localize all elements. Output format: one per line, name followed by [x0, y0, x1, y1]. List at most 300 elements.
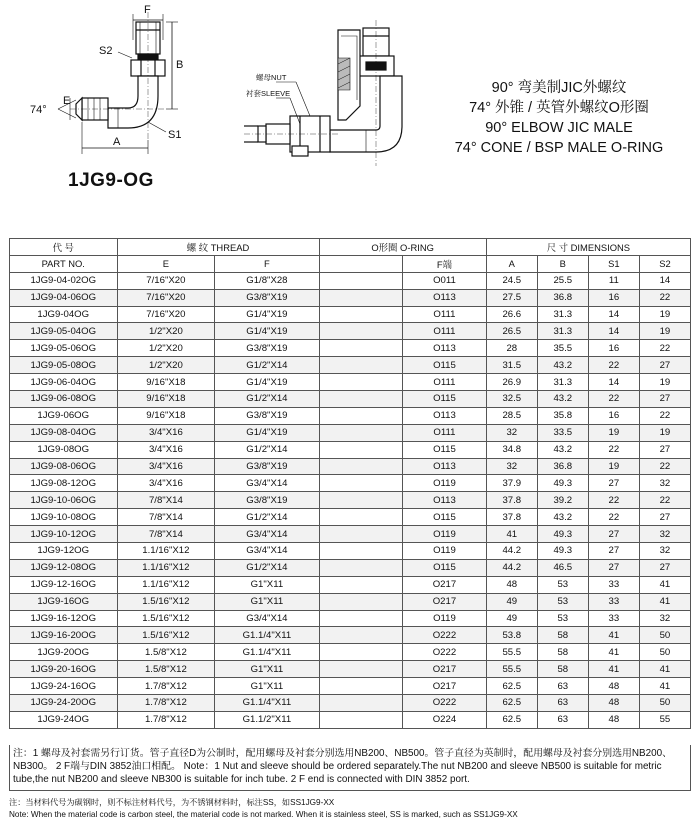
cell-dim-s2: 55 — [639, 711, 690, 728]
cell-dim-s1: 41 — [588, 627, 639, 644]
cell-dim-a: 41 — [486, 526, 537, 543]
cell-dim-s1: 16 — [588, 340, 639, 357]
cell-oring-fend: O119 — [403, 543, 487, 560]
cell-oring-blank — [319, 340, 403, 357]
dim-s1-label: S1 — [168, 129, 182, 141]
cell-dim-s2: 32 — [639, 526, 690, 543]
title-line-cn-2: 74° 外锥 / 英管外螺纹O形圈 — [469, 100, 649, 116]
cell-part-no: 1JG9-08-12OG — [10, 475, 118, 492]
cell-dim-b: 58 — [537, 627, 588, 644]
cell-oring-fend: O113 — [403, 289, 487, 306]
cell-thread-e: 1/2"X20 — [117, 323, 215, 340]
cell-oring-blank — [319, 593, 403, 610]
cell-oring-blank — [319, 407, 403, 424]
table-row — [10, 661, 691, 678]
cell-dim-s1: 16 — [588, 407, 639, 424]
cell-dim-s1: 33 — [588, 593, 639, 610]
table-row — [10, 340, 691, 357]
header-thread: 螺 纹 THREAD — [117, 239, 319, 256]
cell-part-no: 1JG9-04-02OG — [10, 272, 118, 289]
cell-dim-b: 58 — [537, 644, 588, 661]
cell-thread-f: G1"X11 — [215, 661, 319, 678]
table-row — [10, 644, 691, 661]
cell-thread-e: 1.1/16"X12 — [117, 559, 215, 576]
cell-part-no: 1JG9-06OG — [10, 407, 118, 424]
cell-dim-b: 43.2 — [537, 391, 588, 408]
nut-label: 螺母NUT — [256, 73, 287, 82]
table-row — [10, 391, 691, 408]
footnote — [9, 797, 699, 821]
cell-oring-fend: O222 — [403, 644, 487, 661]
cell-part-no: 1JG9-05-08OG — [10, 357, 118, 374]
cell-oring-blank — [319, 695, 403, 712]
table-row — [10, 441, 691, 458]
dim-e-label: E — [63, 95, 71, 107]
cell-oring-blank — [319, 289, 403, 306]
product-titles — [420, 78, 698, 158]
cell-part-no: 1JG9-24-16OG — [10, 678, 118, 695]
cell-dim-b: 53 — [537, 593, 588, 610]
cell-dim-a: 62.5 — [486, 711, 537, 728]
cell-thread-e: 1.7/8"X12 — [117, 678, 215, 695]
cell-dim-s2: 22 — [639, 458, 690, 475]
cell-part-no: 1JG9-08OG — [10, 441, 118, 458]
cell-dim-a: 44.2 — [486, 559, 537, 576]
cell-part-no: 1JG9-12OG — [10, 543, 118, 560]
cell-oring-fend: O113 — [403, 407, 487, 424]
cell-oring-fend: O115 — [403, 441, 487, 458]
cell-dim-s1: 41 — [588, 644, 639, 661]
cell-dim-b: 43.2 — [537, 509, 588, 526]
table-row — [10, 610, 691, 627]
cell-thread-e: 1.5/16"X12 — [117, 610, 215, 627]
cell-dim-s1: 27 — [588, 559, 639, 576]
cell-dim-b: 58 — [537, 661, 588, 678]
cell-part-no: 1JG9-16OG — [10, 593, 118, 610]
cell-dim-s1: 27 — [588, 543, 639, 560]
cell-dim-a: 37.8 — [486, 509, 537, 526]
cell-oring-fend: O222 — [403, 695, 487, 712]
cell-dim-a: 24.5 — [486, 272, 537, 289]
cell-dim-s1: 11 — [588, 272, 639, 289]
cell-oring-blank — [319, 678, 403, 695]
cell-oring-fend: O115 — [403, 559, 487, 576]
title-line-en-1: 90° ELBOW JIC MALE — [485, 120, 633, 136]
cell-oring-fend: O111 — [403, 424, 487, 441]
cell-dim-b: 46.5 — [537, 559, 588, 576]
cell-oring-fend: O119 — [403, 475, 487, 492]
footnote-cn: 注：当材料代号为碳钢时，则不标注材料代号，为不锈钢材料时，标注SS，如SS1JG9-XX — [9, 798, 335, 807]
header-oring: O形圈 O-RING — [319, 239, 486, 256]
cell-dim-a: 28.5 — [486, 407, 537, 424]
cell-dim-a: 62.5 — [486, 678, 537, 695]
cell-part-no: 1JG9-24-20OG — [10, 695, 118, 712]
cell-oring-fend: O111 — [403, 323, 487, 340]
header-part-cn: 代 号 — [10, 239, 118, 256]
cell-dim-s2: 41 — [639, 661, 690, 678]
cone-angle-label: 74° — [30, 104, 47, 116]
cell-oring-fend: O222 — [403, 627, 487, 644]
cell-thread-f: G1/2"X14 — [215, 559, 319, 576]
cell-part-no: 1JG9-05-04OG — [10, 323, 118, 340]
cell-dim-s1: 33 — [588, 610, 639, 627]
cell-thread-f: G1"X11 — [215, 576, 319, 593]
cell-thread-e: 9/16"X18 — [117, 374, 215, 391]
cell-dim-s2: 41 — [639, 678, 690, 695]
cell-dim-a: 49 — [486, 593, 537, 610]
cell-thread-f: G1/2"X14 — [215, 391, 319, 408]
cell-part-no: 1JG9-16-20OG — [10, 627, 118, 644]
cell-thread-f: G1.1/2"X11 — [215, 711, 319, 728]
cell-oring-blank — [319, 644, 403, 661]
cell-thread-e: 1.5/16"X12 — [117, 627, 215, 644]
cell-thread-f: G1/2"X14 — [215, 509, 319, 526]
cell-thread-f: G3/4"X14 — [215, 526, 319, 543]
table-row — [10, 306, 691, 323]
cell-dim-b: 63 — [537, 695, 588, 712]
title-line-en-2: 74° CONE / BSP MALE O-RING — [454, 140, 664, 156]
cell-dim-a: 26.6 — [486, 306, 537, 323]
cell-oring-blank — [319, 272, 403, 289]
cell-dim-a: 32 — [486, 458, 537, 475]
cell-oring-blank — [319, 559, 403, 576]
cell-thread-f: G3/8"X19 — [215, 458, 319, 475]
cell-thread-f: G1.1/4"X11 — [215, 644, 319, 661]
dim-s2-label: S2 — [99, 45, 113, 57]
cell-dim-s1: 33 — [588, 576, 639, 593]
cell-dim-b: 36.8 — [537, 289, 588, 306]
cell-oring-fend: O217 — [403, 593, 487, 610]
left-fitting-drawing — [58, 12, 178, 154]
cell-dim-b: 53 — [537, 576, 588, 593]
cell-part-no: 1JG9-24OG — [10, 711, 118, 728]
cell-dim-s2: 19 — [639, 424, 690, 441]
cell-dim-s2: 22 — [639, 340, 690, 357]
table-row — [10, 711, 691, 728]
cell-part-no: 1JG9-12-08OG — [10, 559, 118, 576]
table-row — [10, 509, 691, 526]
header-col-b: B — [537, 255, 588, 272]
cell-dim-s2: 14 — [639, 272, 690, 289]
cell-dim-s1: 27 — [588, 526, 639, 543]
cell-dim-s2: 22 — [639, 289, 690, 306]
spec-table — [9, 238, 691, 729]
dim-b-label: B — [176, 59, 184, 71]
cell-dim-b: 31.3 — [537, 306, 588, 323]
cell-oring-fend: O119 — [403, 610, 487, 627]
cell-dim-a: 37.9 — [486, 475, 537, 492]
header-col-blank — [319, 255, 403, 272]
cell-dim-a: 34.8 — [486, 441, 537, 458]
cell-thread-f: G1/4"X19 — [215, 323, 319, 340]
cell-thread-f: G3/8"X19 — [215, 340, 319, 357]
cell-dim-b: 35.8 — [537, 407, 588, 424]
cell-dim-s2: 19 — [639, 306, 690, 323]
cell-part-no: 1JG9-08-04OG — [10, 424, 118, 441]
header-col-e: E — [117, 255, 215, 272]
cell-thread-e: 1/2"X20 — [117, 340, 215, 357]
cell-thread-e: 7/8"X14 — [117, 526, 215, 543]
cell-thread-f: G1/4"X19 — [215, 374, 319, 391]
table-row — [10, 678, 691, 695]
table-row — [10, 492, 691, 509]
table-row — [10, 374, 691, 391]
cell-oring-fend: O111 — [403, 306, 487, 323]
cell-oring-fend: O115 — [403, 509, 487, 526]
cell-dim-b: 33.5 — [537, 424, 588, 441]
cell-dim-s2: 27 — [639, 391, 690, 408]
cell-part-no: 1JG9-10-06OG — [10, 492, 118, 509]
cell-dim-s1: 22 — [588, 391, 639, 408]
cell-oring-fend: O113 — [403, 340, 487, 357]
technical-drawing — [0, 0, 420, 205]
header-col-f: F — [215, 255, 319, 272]
cell-thread-e: 7/16"X20 — [117, 306, 215, 323]
cell-thread-f: G1.1/4"X11 — [215, 695, 319, 712]
cell-thread-e: 9/16"X18 — [117, 391, 215, 408]
cell-thread-e: 3/4"X16 — [117, 441, 215, 458]
cell-oring-fend: O113 — [403, 458, 487, 475]
cell-dim-s1: 14 — [588, 374, 639, 391]
cell-thread-e: 1.7/8"X12 — [117, 695, 215, 712]
cell-dim-s2: 27 — [639, 559, 690, 576]
cell-dim-a: 31.5 — [486, 357, 537, 374]
cell-dim-a: 37.8 — [486, 492, 537, 509]
cell-oring-fend: O217 — [403, 661, 487, 678]
cell-thread-f: G3/4"X14 — [215, 475, 319, 492]
cell-dim-b: 49.3 — [537, 543, 588, 560]
cell-thread-e: 3/4"X16 — [117, 424, 215, 441]
cell-dim-a: 62.5 — [486, 695, 537, 712]
cell-oring-blank — [319, 492, 403, 509]
cell-dim-a: 49 — [486, 610, 537, 627]
cell-dim-s2: 32 — [639, 475, 690, 492]
cell-thread-f: G1.1/4"X11 — [215, 627, 319, 644]
table-row — [10, 323, 691, 340]
cell-thread-f: G3/4"X14 — [215, 543, 319, 560]
cell-dim-s2: 50 — [639, 695, 690, 712]
cell-dim-a: 53.8 — [486, 627, 537, 644]
header-col-fend: F端 — [403, 255, 487, 272]
cell-dim-s1: 19 — [588, 458, 639, 475]
cell-thread-e: 7/8"X14 — [117, 492, 215, 509]
cell-thread-f: G3/4"X14 — [215, 610, 319, 627]
cell-dim-a: 32 — [486, 424, 537, 441]
cell-thread-e: 1/2"X20 — [117, 357, 215, 374]
cell-dim-a: 48 — [486, 576, 537, 593]
cell-thread-f: G1/2"X14 — [215, 441, 319, 458]
cell-part-no: 1JG9-06-04OG — [10, 374, 118, 391]
cell-dim-s2: 19 — [639, 323, 690, 340]
cell-dim-s1: 14 — [588, 306, 639, 323]
cell-dim-s1: 48 — [588, 678, 639, 695]
cell-thread-e: 7/16"X20 — [117, 272, 215, 289]
cell-oring-fend: O115 — [403, 391, 487, 408]
cell-oring-blank — [319, 391, 403, 408]
cell-dim-s1: 41 — [588, 661, 639, 678]
table-row — [10, 576, 691, 593]
cell-part-no: 1JG9-04OG — [10, 306, 118, 323]
cell-dim-s2: 32 — [639, 543, 690, 560]
cell-part-no: 1JG9-04-06OG — [10, 289, 118, 306]
cell-oring-fend: O011 — [403, 272, 487, 289]
header-col-a: A — [486, 255, 537, 272]
cell-oring-fend: O217 — [403, 576, 487, 593]
cell-part-no: 1JG9-16-12OG — [10, 610, 118, 627]
cell-dim-a: 26.9 — [486, 374, 537, 391]
cell-dim-s2: 27 — [639, 441, 690, 458]
cell-dim-b: 43.2 — [537, 441, 588, 458]
cell-oring-blank — [319, 323, 403, 340]
cell-dim-s2: 32 — [639, 610, 690, 627]
title-line-cn-1: 90° 弯美制JIC外螺纹 — [491, 80, 627, 96]
cell-oring-blank — [319, 576, 403, 593]
cell-dim-s2: 22 — [639, 407, 690, 424]
cell-dim-s2: 41 — [639, 576, 690, 593]
cell-oring-blank — [319, 357, 403, 374]
cell-dim-b: 31.3 — [537, 374, 588, 391]
cell-dim-s2: 19 — [639, 374, 690, 391]
cell-thread-e: 3/4"X16 — [117, 475, 215, 492]
cell-thread-e: 1.1/16"X12 — [117, 576, 215, 593]
cell-dim-a: 28 — [486, 340, 537, 357]
cell-thread-e: 1.7/8"X12 — [117, 711, 215, 728]
cell-oring-fend: O113 — [403, 492, 487, 509]
cell-oring-fend: O111 — [403, 374, 487, 391]
cell-thread-f: G1/4"X19 — [215, 306, 319, 323]
cell-thread-e: 7/8"X14 — [117, 509, 215, 526]
cell-dim-s2: 27 — [639, 357, 690, 374]
cell-dim-b: 39.2 — [537, 492, 588, 509]
cell-dim-a: 32.5 — [486, 391, 537, 408]
cell-dim-b: 36.8 — [537, 458, 588, 475]
cell-dim-s1: 27 — [588, 475, 639, 492]
cell-thread-f: G1"X11 — [215, 593, 319, 610]
cell-part-no: 1JG9-20OG — [10, 644, 118, 661]
cell-oring-blank — [319, 509, 403, 526]
cell-dim-s2: 41 — [639, 593, 690, 610]
cell-part-no: 1JG9-06-08OG — [10, 391, 118, 408]
cell-thread-e: 1.5/8"X12 — [117, 644, 215, 661]
cell-dim-s1: 48 — [588, 695, 639, 712]
cell-thread-f: G1/8"X28 — [215, 272, 319, 289]
cell-oring-blank — [319, 306, 403, 323]
table-row — [10, 559, 691, 576]
cell-dim-a: 26.5 — [486, 323, 537, 340]
table-row — [10, 695, 691, 712]
cell-dim-a: 55.5 — [486, 661, 537, 678]
cell-dim-a: 27.5 — [486, 289, 537, 306]
cell-dim-b: 63 — [537, 678, 588, 695]
cell-thread-f: G3/8"X19 — [215, 407, 319, 424]
table-row — [10, 543, 691, 560]
header-col-s2: S2 — [639, 255, 690, 272]
cell-dim-b: 49.3 — [537, 475, 588, 492]
cell-thread-e: 1.1/16"X12 — [117, 543, 215, 560]
table-row — [10, 424, 691, 441]
cell-thread-f: G1"X11 — [215, 678, 319, 695]
table-row — [10, 407, 691, 424]
table-row — [10, 289, 691, 306]
dim-a-label: A — [113, 136, 121, 148]
cell-dim-s2: 22 — [639, 492, 690, 509]
cell-dim-s1: 19 — [588, 424, 639, 441]
cell-dim-a: 55.5 — [486, 644, 537, 661]
cell-oring-blank — [319, 661, 403, 678]
cell-dim-s2: 27 — [639, 509, 690, 526]
cell-thread-f: G1/4"X19 — [215, 424, 319, 441]
cell-oring-blank — [319, 475, 403, 492]
cell-oring-blank — [319, 543, 403, 560]
cell-oring-blank — [319, 424, 403, 441]
cell-thread-f: G1/2"X14 — [215, 357, 319, 374]
cell-dim-b: 49.3 — [537, 526, 588, 543]
cell-dim-s1: 22 — [588, 441, 639, 458]
cell-oring-fend: O224 — [403, 711, 487, 728]
header-col-s1: S1 — [588, 255, 639, 272]
footnote-en: Note: When the material code is carbon steel, the material code is not marked. When it is stainless steel, SS is marked, such as SS1JG9-XX — [9, 810, 518, 819]
table-row — [10, 357, 691, 374]
cell-part-no: 1JG9-12-16OG — [10, 576, 118, 593]
cell-dim-s2: 50 — [639, 644, 690, 661]
cell-part-no: 1JG9-10-08OG — [10, 509, 118, 526]
header-dimensions: 尺 寸 DIMENSIONS — [486, 239, 690, 256]
cell-dim-s1: 22 — [588, 357, 639, 374]
cell-thread-e: 9/16"X18 — [117, 407, 215, 424]
header-part-en: PART NO. — [10, 255, 118, 272]
cell-dim-a: 44.2 — [486, 543, 537, 560]
cell-oring-blank — [319, 526, 403, 543]
cell-oring-blank — [319, 374, 403, 391]
dim-f-label: F — [144, 4, 151, 16]
cell-thread-e: 1.5/16"X12 — [117, 593, 215, 610]
table-row — [10, 458, 691, 475]
cell-dim-b: 31.3 — [537, 323, 588, 340]
cell-oring-blank — [319, 441, 403, 458]
table-row — [10, 272, 691, 289]
cell-dim-s1: 48 — [588, 711, 639, 728]
cell-thread-e: 7/16"X20 — [117, 289, 215, 306]
cell-oring-blank — [319, 711, 403, 728]
cell-oring-fend: O115 — [403, 357, 487, 374]
cell-dim-s1: 22 — [588, 492, 639, 509]
cell-oring-fend: O119 — [403, 526, 487, 543]
cell-oring-blank — [319, 627, 403, 644]
cell-dim-s1: 16 — [588, 289, 639, 306]
table-body — [10, 272, 691, 728]
table-row — [10, 526, 691, 543]
cell-dim-b: 53 — [537, 610, 588, 627]
cell-thread-e: 3/4"X16 — [117, 458, 215, 475]
cell-oring-blank — [319, 610, 403, 627]
cell-dim-s1: 22 — [588, 509, 639, 526]
cell-part-no: 1JG9-10-12OG — [10, 526, 118, 543]
cell-dim-b: 35.5 — [537, 340, 588, 357]
cell-part-no: 1JG9-08-06OG — [10, 458, 118, 475]
table-row — [10, 627, 691, 644]
cell-thread-f: G3/8"X19 — [215, 492, 319, 509]
cell-oring-blank — [319, 458, 403, 475]
table-row — [10, 593, 691, 610]
cell-thread-f: G3/8"X19 — [215, 289, 319, 306]
cell-thread-e: 1.5/8"X12 — [117, 661, 215, 678]
cell-dim-s1: 14 — [588, 323, 639, 340]
cell-dim-s2: 50 — [639, 627, 690, 644]
cell-part-no: 1JG9-20-16OG — [10, 661, 118, 678]
cell-oring-fend: O217 — [403, 678, 487, 695]
cell-dim-b: 63 — [537, 711, 588, 728]
sleeve-label: 衬套SLEEVE — [246, 89, 291, 98]
